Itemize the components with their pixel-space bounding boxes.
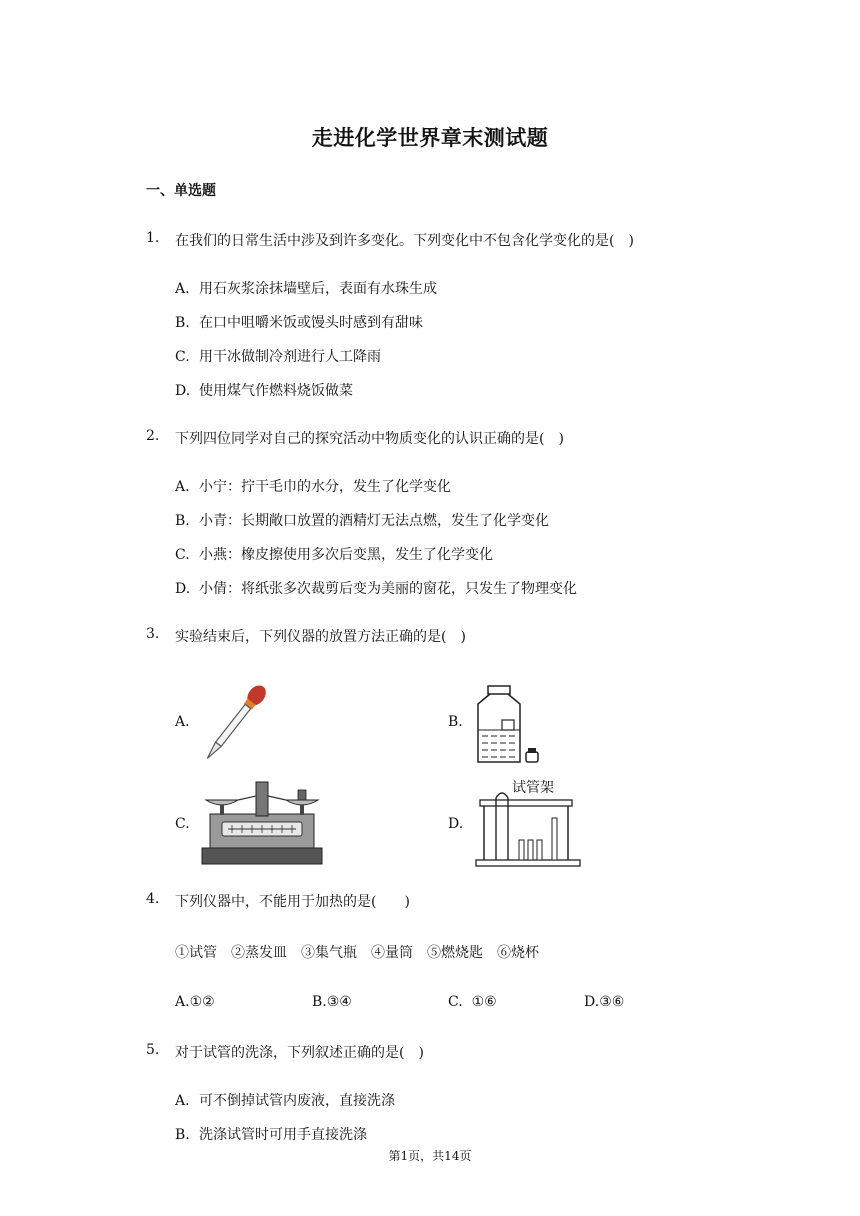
option-a: [175, 476, 451, 496]
option-letter: B.: [312, 994, 327, 1010]
option-letter: D.: [175, 383, 191, 399]
balance-icon: [200, 780, 324, 866]
option-letter: C.: [175, 547, 190, 563]
question-number: 5.: [146, 1042, 160, 1058]
items-line: ①试管 ②蒸发皿 ③集气瓶 ④量筒 ⑤燃烧匙 ⑥烧杯: [175, 945, 539, 961]
question-number: 1.: [146, 230, 160, 246]
image-option-label-a: A.: [175, 714, 190, 730]
option-c: [448, 994, 497, 1010]
option-letter: A.: [175, 479, 190, 495]
option-a: [175, 278, 437, 298]
option-text: 小倩：将纸张多次裁剪后变为美丽的窗花，只发生了物理变化: [199, 581, 577, 597]
question-text: 对于试管的洗涤，下列叙述正确的是( ): [175, 1045, 424, 1061]
test-tube-rack-icon: [474, 778, 584, 868]
question-text: 下列仪器中，不能用于加热的是( ): [175, 894, 410, 910]
option-text: 使用煤气作燃料烧饭做菜: [199, 383, 353, 399]
option-a: [175, 994, 215, 1010]
option-text: 用石灰浆涂抹墙壁后，表面有水珠生成: [199, 281, 437, 297]
option-d: [584, 994, 624, 1010]
question-text: 实验结束后，下列仪器的放置方法正确的是( ): [175, 629, 466, 645]
option-letter: B.: [175, 1127, 190, 1143]
option-text: 洗涤试管时可用手直接洗涤: [199, 1127, 367, 1143]
option-text: 用干冰做制冷剂进行人工降雨: [199, 349, 381, 365]
question-number: 3.: [146, 626, 160, 642]
option-text: ①⑥: [471, 994, 497, 1010]
option-text: ①②: [189, 994, 215, 1010]
option-text: 小青：长期敞口放置的酒精灯无法点燃，发生了化学变化: [199, 513, 549, 529]
option-letter: C.: [448, 994, 463, 1010]
option-letter: D.: [584, 994, 600, 1010]
option-letter: A.: [175, 994, 190, 1010]
option-text: ③④: [326, 994, 352, 1010]
option-b: [175, 312, 423, 332]
image-option-label-c: C.: [175, 816, 190, 832]
option-a: [175, 1090, 395, 1110]
option-text: ③⑥: [599, 994, 625, 1010]
test-tube-rack-caption: 试管架: [512, 779, 554, 795]
option-letter: C.: [175, 349, 190, 365]
question-number: 4.: [146, 891, 160, 907]
page-title: 走进化学世界章末测试题: [311, 125, 549, 150]
question-text: 下列四位同学对自己的探究活动中物质变化的认识正确的是( ): [175, 431, 564, 447]
option-b: [175, 510, 549, 530]
option-text: 小宁：拧干毛巾的水分，发生了化学变化: [199, 479, 451, 495]
option-c: [175, 346, 381, 366]
question-text: 在我们的日常生活中涉及到许多变化。下列变化中不包含化学变化的是( ): [175, 233, 634, 249]
option-d: [175, 380, 353, 400]
option-b: [175, 1124, 367, 1144]
image-option-label-d: D.: [448, 816, 464, 832]
page-footer: 第1页，共14页: [388, 1149, 472, 1163]
dropper-icon: [200, 678, 270, 768]
option-d: [175, 578, 577, 598]
option-letter: B.: [175, 513, 190, 529]
option-letter: A.: [175, 281, 190, 297]
option-c: [175, 544, 493, 564]
image-option-label-b: B.: [448, 714, 463, 730]
option-letter: A.: [175, 1093, 190, 1109]
question-number: 2.: [146, 428, 160, 444]
option-letter: B.: [175, 315, 190, 331]
option-letter: D.: [175, 581, 191, 597]
option-text: 在口中咀嚼米饭或馒头时感到有甜味: [199, 315, 423, 331]
option-text: 小燕：橡皮擦使用多次后变黑，发生了化学变化: [199, 547, 493, 563]
option-b: [312, 994, 352, 1010]
option-text: 可不倒掉试管内废液，直接洗涤: [199, 1093, 395, 1109]
reagent-bottle-icon: [474, 684, 546, 764]
section-heading: 一、单选题: [146, 183, 216, 199]
